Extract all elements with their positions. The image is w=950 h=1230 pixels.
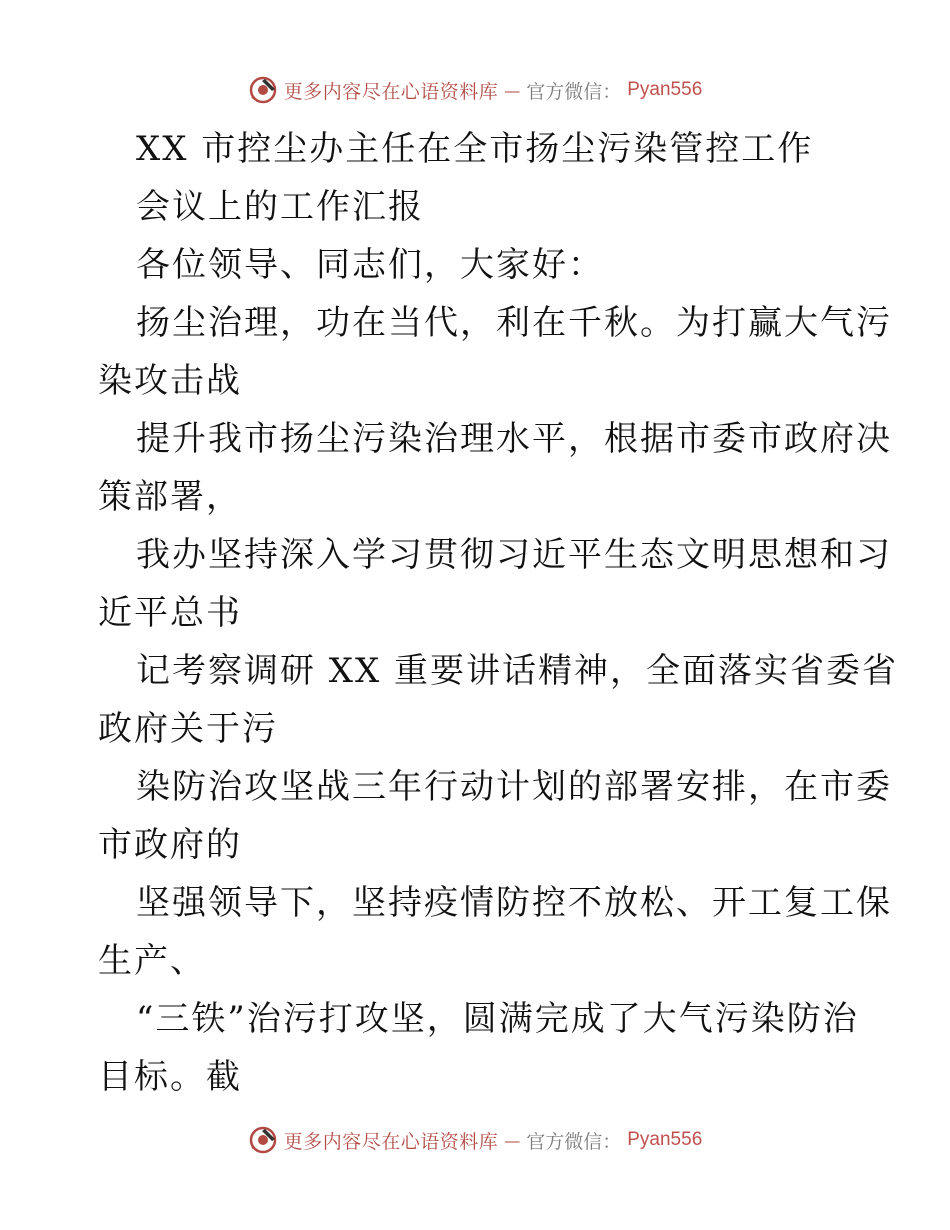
document-line: 提升我市扬尘污染治理水平，根据市委市政府决 — [136, 419, 892, 459]
document-line: 生产、 — [98, 941, 206, 981]
document-line: XX 市控尘办主任在全市扬尘污染管控工作 — [136, 129, 814, 169]
document-line: 我办坚持深入学习贯彻习近平生态文明思想和习 — [136, 535, 892, 575]
watermark-id: Pyan556 — [627, 79, 703, 100]
document-line: 近平总书 — [98, 593, 242, 633]
watermark-text: 更多内容尽在心语资料库 — [283, 1130, 499, 1153]
document-line: 政府关于污 — [98, 709, 278, 749]
document-line: 各位领导、同志们，大家好： — [136, 245, 604, 285]
document-line: 坚强领导下，坚持疫情防控不放松、开工复工保 — [136, 883, 892, 923]
document-line: 扬尘治理，功在当代，利在千秋。为打赢大气污 — [136, 303, 892, 343]
watermark-id: Pyan556 — [627, 1129, 703, 1150]
document-line: 会议上的工作汇报 — [136, 187, 424, 227]
document-line: 目标。截 — [98, 1057, 242, 1097]
document-line: 染攻击战 — [98, 361, 242, 401]
footer-watermark — [0, 1120, 950, 1160]
document-body — [98, 120, 899, 1106]
watermark-label: 官方微信： — [526, 1130, 622, 1153]
watermark-text: 更多内容尽在心语资料库 — [283, 80, 499, 103]
watermark-label: 官方微信： — [526, 80, 622, 103]
logo-icon — [248, 1125, 278, 1155]
watermark-separator: — — [504, 1130, 521, 1150]
watermark-separator: — — [504, 80, 521, 100]
document-line: 市政府的 — [98, 825, 242, 865]
document-line: 策部署， — [98, 477, 242, 517]
document-line: “三铁”治污打攻坚，圆满完成了大气污染防治 — [136, 999, 859, 1039]
header-watermark — [0, 70, 950, 110]
logo-icon — [248, 75, 278, 105]
document-line: 记考察调研 XX 重要讲话精神，全面落实省委省 — [136, 651, 899, 691]
document-line: 染防治攻坚战三年行动计划的部署安排，在市委 — [136, 767, 892, 807]
